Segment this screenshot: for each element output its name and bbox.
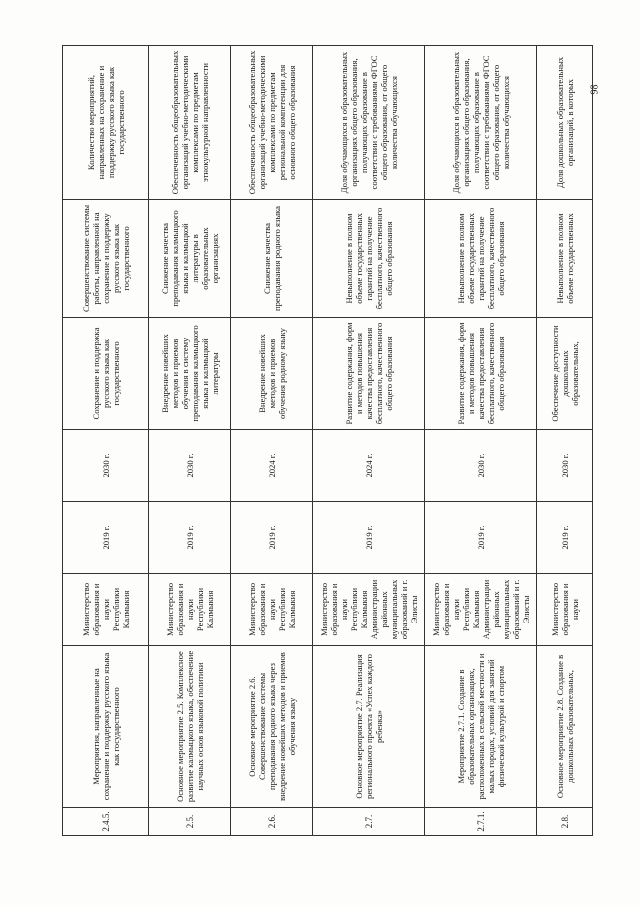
row-number: 2.4.5. [63,808,149,836]
expected-result: Внедрение новейших методов и приемов обучения родному языку [231,318,313,430]
risk: Невыполнение в полном объеме государственных [537,200,593,318]
table-row [425,46,537,836]
end-year: 2030 г. [149,430,231,502]
page-number: 98 [589,84,601,95]
activity-name: Мероприятие 2.7.1. Создание в образовательных организациях, расположенных в сельской местности и малых городах, условий для занятий физической культурой и спортом [425,646,537,808]
program-activities-table [62,45,593,836]
end-year: 2024 г. [231,430,313,502]
risk: Совершенствование системы работы, направленной на сохранение и поддержку русского языка как государственного [63,200,149,318]
end-year: 2030 г. [425,430,537,502]
indicator: Количество мероприятий, направленных на сохранение и поддержку русского языка как государственного [63,46,149,200]
indicator: Обеспеченность общеобразовательных организаций учебно-методическими комплексами по предметам региональной компетенции для основного общего образования [231,46,313,200]
activity-name: Основное мероприятие 2.8. Создание в дошкольных образовательных, [537,646,593,808]
risk: Снижение качества преподавания родного языка [231,200,313,318]
table-row [537,46,593,836]
end-year: 2024 г. [313,430,425,502]
start-year: 2019 г. [63,502,149,574]
start-year: 2019 г. [149,502,231,574]
expected-result: Сохранение и поддержка русского языка как государственного [63,318,149,430]
executor: Министерство образования и науки Республики Калмыкия [149,574,231,646]
row-number: 2.5. [149,808,231,836]
row-number: 2.8. [537,808,593,836]
activity-name: Основное мероприятие 2.5. Комплексное развитие калмыцкого языка, обеспечение научных основ языковой политики [149,646,231,808]
row-number: 2.7. [313,808,425,836]
executor: Министерство образования и науки Республики Калмыкия Администрации районных муниципальных образований и г. Элисты [425,574,537,646]
expected-result: Развитие содержания, форм и методов повышения качества предоставления бесплатного, качественного общего образования [425,318,537,430]
rotated-table-wrapper [62,46,592,836]
table-row [231,46,313,836]
executor: Министерство образования и науки Республики Калмыкия [63,574,149,646]
executor: Министерство образования и науки [537,574,593,646]
risk: Невыполнение в полном объеме государственных гарантий на получение бесплатного, качественного общего образования [425,200,537,318]
end-year: 2030 г. [537,430,593,502]
indicator: Доля обучающихся в образовательных организациях общего образования, получающих образование в соответствии с требованиями ФГОС общего образования, от общего количества обучающихся [425,46,537,200]
indicator: Доля дошкольных образовательных организаций, в которых [537,46,593,200]
table-row [63,46,149,836]
executor: Министерство образования и науки Республики Калмыкия [231,574,313,646]
expected-result: Развитие содержания, форм и методов повышения качества предоставления бесплатного, качественного общего образования [313,318,425,430]
risk: Снижение качества преподавания калмыцкого языка и калмыцкой литературы в образовательных организациях [149,200,231,318]
start-year: 2019 г. [537,502,593,574]
indicator: Обеспеченность общеобразовательных организаций учебно-методическими комплексами по предметам этнокультурной направленности [149,46,231,200]
activity-name: Основное мероприятие 2.7. Реализация регионального проекта «Успех каждого ребенка» [313,646,425,808]
table-row [313,46,425,836]
risk: Невыполнение в полном объеме государственных гарантий на получение бесплатного, качественного общего образования [313,200,425,318]
start-year: 2019 г. [231,502,313,574]
start-year: 2019 г. [425,502,537,574]
activity-name: Мероприятия, направленные на сохранение и поддержку русского языка как государственного [63,646,149,808]
indicator: Доля обучающихся в образовательных организациях общего образования, получающих образование в соответствии с требованиями ФГОС общего образования, от общего количества обучающихся [313,46,425,200]
table-row [149,46,231,836]
expected-result: Обеспечение доступности дошкольных образовательных, [537,318,593,430]
row-number: 2.7.1. [425,808,537,836]
end-year: 2030 г. [63,430,149,502]
activity-name: Основное мероприятие 2.6. Совершенствование системы преподавания родного языка через внедрение новейших методов и приемов обучения языку [231,646,313,808]
start-year: 2019 г. [313,502,425,574]
row-number: 2.6. [231,808,313,836]
executor: Министерство образования и науки Республики Калмыкия Администрации районных муниципальных образований и г. Элисты [313,574,425,646]
expected-result: Внедрение новейших методов и приемов обучения в систему преподавания калмыцкого языка и калмыцкой литературы [149,318,231,430]
